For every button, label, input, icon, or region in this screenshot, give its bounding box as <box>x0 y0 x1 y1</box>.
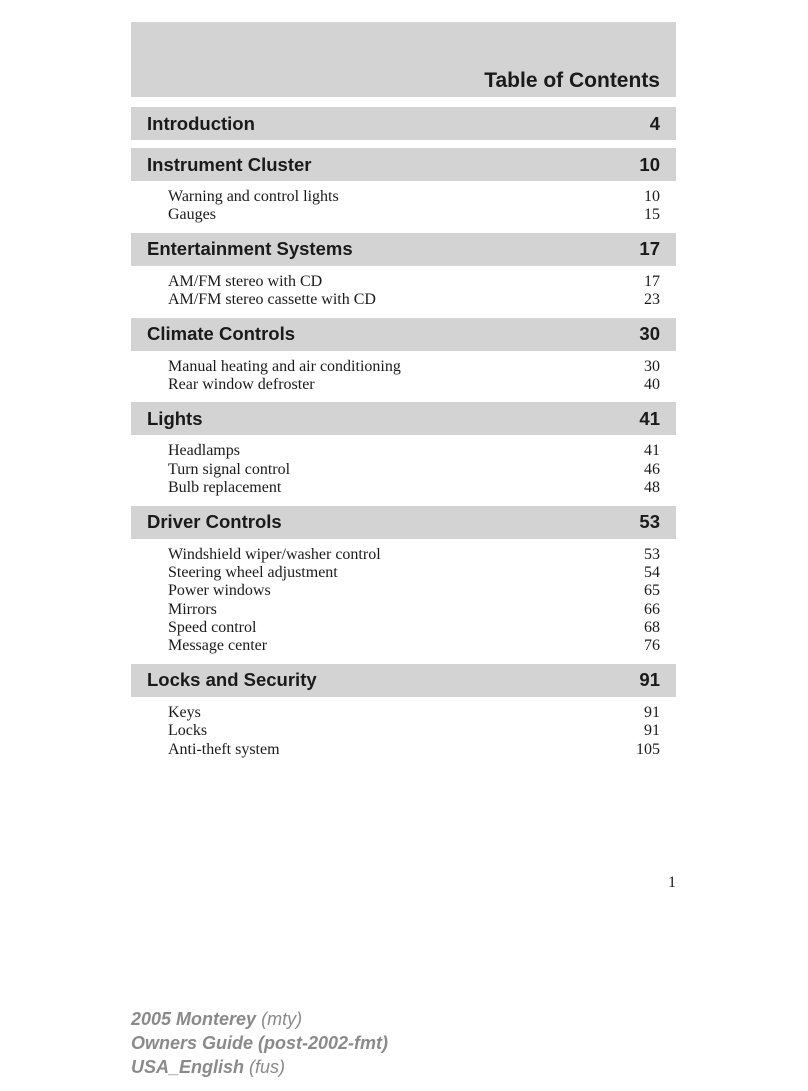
entry-label: Windshield wiper/washer control <box>168 545 381 563</box>
document-footer <box>131 1007 388 1079</box>
entry-page-number: 17 <box>644 272 660 290</box>
toc-entry[interactable] <box>168 273 660 291</box>
toc-entry[interactable] <box>168 704 660 722</box>
toc-entry[interactable] <box>168 376 660 394</box>
entry-page-number: 91 <box>644 703 660 721</box>
entry-label: Keys <box>168 703 201 721</box>
toc-entry[interactable] <box>168 601 660 619</box>
entry-list <box>131 539 676 656</box>
section-header[interactable] <box>131 107 676 140</box>
section-page-number: 41 <box>639 407 660 429</box>
footer-model-code: (mty) <box>261 1009 303 1029</box>
entry-page-number: 66 <box>644 600 660 618</box>
section-header[interactable] <box>131 402 676 435</box>
entry-label: Headlamps <box>168 442 240 460</box>
section-header[interactable] <box>131 318 676 351</box>
toc-section <box>131 148 676 225</box>
entry-label: Mirrors <box>168 600 217 618</box>
entry-list <box>131 697 676 759</box>
footer-language: USA_English <box>131 1057 245 1077</box>
footer-line-2 <box>131 1031 388 1055</box>
section-title: Locks and Security <box>147 669 317 691</box>
section-page-number: 10 <box>639 153 660 175</box>
entry-list <box>131 351 676 395</box>
entry-page-number: 54 <box>644 563 660 581</box>
page-title: Table of Contents <box>484 69 660 92</box>
entry-label: Locks <box>168 722 208 740</box>
entry-label: Message center <box>168 637 268 655</box>
footer-line-3 <box>131 1055 388 1079</box>
toc-entry[interactable] <box>168 582 660 600</box>
section-title: Climate Controls <box>147 323 296 345</box>
entry-list <box>131 435 676 497</box>
toc-entry[interactable] <box>168 358 660 376</box>
toc-entry[interactable] <box>168 442 660 460</box>
entry-label: Power windows <box>168 582 271 600</box>
toc-section <box>131 664 676 759</box>
footer-guide: Owners Guide (post-2002-fmt) <box>131 1033 389 1053</box>
toc-section <box>131 506 676 656</box>
toc-entry[interactable] <box>168 206 660 224</box>
table-of-contents <box>131 107 676 767</box>
entry-label: Warning and control lights <box>168 188 339 205</box>
entry-label: Steering wheel adjustment <box>168 563 338 581</box>
entry-page-number: 41 <box>644 442 660 460</box>
entry-page-number: 48 <box>644 479 660 497</box>
section-title: Introduction <box>147 112 255 134</box>
entry-label: AM/FM stereo cassette with CD <box>168 291 376 309</box>
section-page-number: 4 <box>649 112 660 134</box>
section-title: Entertainment Systems <box>147 238 353 260</box>
section-title: Lights <box>147 407 203 429</box>
entry-page-number: 53 <box>644 545 660 563</box>
section-page-number: 17 <box>639 238 660 260</box>
entry-label: Manual heating and air conditioning <box>168 357 401 375</box>
entry-label: Anti-theft system <box>168 740 280 758</box>
entry-page-number: 46 <box>644 460 660 478</box>
section-page-number: 91 <box>639 669 660 691</box>
entry-list <box>131 181 676 225</box>
entry-page-number: 105 <box>636 740 660 758</box>
toc-entry[interactable] <box>168 619 660 637</box>
entry-page-number: 10 <box>644 188 660 205</box>
toc-entry[interactable] <box>168 637 660 655</box>
entry-page-number: 30 <box>644 357 660 375</box>
toc-entry[interactable] <box>168 479 660 497</box>
page-number: 1 <box>668 874 676 891</box>
section-header[interactable] <box>131 506 676 539</box>
toc-entry[interactable] <box>168 291 660 309</box>
entry-label: Rear window defroster <box>168 375 315 393</box>
entry-list <box>131 266 676 310</box>
toc-section <box>131 233 676 310</box>
entry-page-number: 15 <box>644 206 660 224</box>
toc-entry[interactable] <box>168 722 660 740</box>
toc-entry[interactable] <box>168 741 660 759</box>
section-page-number: 30 <box>639 323 660 345</box>
section-header[interactable] <box>131 664 676 697</box>
entry-label: AM/FM stereo with CD <box>168 272 323 290</box>
entry-page-number: 40 <box>644 375 660 393</box>
section-header[interactable] <box>131 148 676 181</box>
entry-label: Bulb replacement <box>168 479 282 497</box>
entry-label: Turn signal control <box>168 460 291 478</box>
toc-entry[interactable] <box>168 546 660 564</box>
entry-page-number: 23 <box>644 291 660 309</box>
section-title: Instrument Cluster <box>147 153 312 175</box>
entry-page-number: 76 <box>644 637 660 655</box>
entry-label: Speed control <box>168 619 257 637</box>
toc-section <box>131 318 676 395</box>
entry-page-number: 65 <box>644 582 660 600</box>
toc-entry[interactable] <box>168 188 660 206</box>
entry-label: Gauges <box>168 206 216 224</box>
section-header[interactable] <box>131 233 676 266</box>
toc-entry[interactable] <box>168 564 660 582</box>
entry-page-number: 91 <box>644 722 660 740</box>
footer-language-code: (fus) <box>249 1057 286 1077</box>
section-page-number: 53 <box>639 511 660 533</box>
entry-page-number: 68 <box>644 619 660 637</box>
toc-section <box>131 107 676 140</box>
toc-section <box>131 402 676 497</box>
section-title: Driver Controls <box>147 511 282 533</box>
footer-line-1 <box>131 1007 388 1031</box>
footer-model: 2005 Monterey <box>131 1009 257 1029</box>
title-banner <box>131 22 676 97</box>
toc-entry[interactable] <box>168 461 660 479</box>
